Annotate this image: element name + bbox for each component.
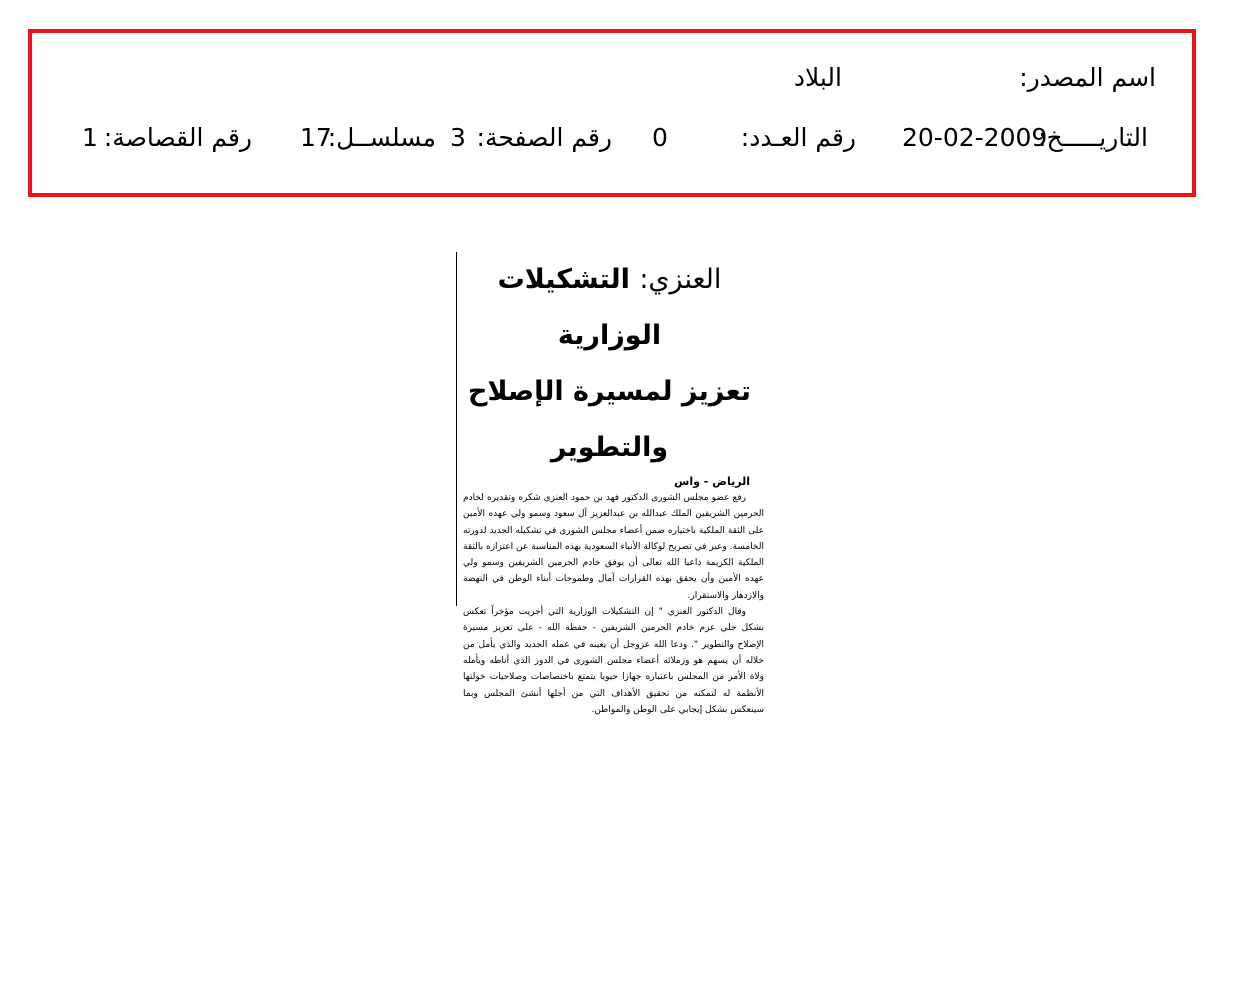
newspaper-clipping <box>456 252 768 715</box>
headline-line-2: تعزيز لمسيرة الإصلاح والتطوير <box>468 376 751 463</box>
headline-prefix: العنزي: <box>639 264 722 295</box>
issue-value: 0 <box>652 123 668 152</box>
source-label: اسم المصدر: <box>1019 63 1156 92</box>
page-value: 3 <box>450 123 466 152</box>
headline-line-1-text: التشكيلات الوزارية <box>497 264 662 351</box>
serial-label: مسلســل: <box>327 123 436 152</box>
article-dateline: الرياض - واس <box>674 475 750 488</box>
article-paragraph-2: وقال الدكتور العنزي " إن التشكيلات الوزارية التي أجريت مؤخراً تعكس بشكل جلي عزم خادم الحرمين الشريفين - حفظه الله - على تعزيز مسيرة الإصلاح والتطوير ". ودعا الله عزوجل أن يعينه في عمله الجديد والذي يأمل من خلاله أن يسهم هو وزملائه أعضاء مجلس الشورى في الدور الذي أناطه ويأمله ولاة الأمر من المجلس باعتباره جهازا حيويا يتمتع باختصاصات وصلاحيات خولتها الأنظمة له لتمكنه من تحقيق الأهداف التي من أجلها أنشئ المجلس وبما سينعكس بشكل إيجابي على الوطن والمواطن. <box>463 607 764 715</box>
article-headline <box>457 252 768 476</box>
article-paragraph-1: رفع عضو مجلس الشورى الدكتور فهد بن حمود العنزي شكره وتقديره لخادم الحرمين الشريفين الملك عبدالله بن عبدالعزيز آل سعود وسمو ولي عهده الأمين على الثقة الملكية باختياره ضمن أعضاء مجلس الشورى في تشكيله الجديد لدورته الخامسة. وعبر في تصريح لوكالة الأنباء السعودية بهذه المناسبة عن اعتزازه بالثقة الملكية الكريمة داعيا الله تعالى أن يوفق خادم الحرمين الشريفين وسمو ولي عهده الأمين وأن يحقق بهذه القرارات آمال وطموحات أبناء الوطن في النهضة والازدهار والاستقرار. <box>463 493 764 601</box>
issue-label: رقم العـدد: <box>740 123 856 152</box>
date-value: 20-02-2009 <box>902 123 1048 152</box>
headline-line-1 <box>457 252 762 364</box>
source-value: البلاد <box>793 63 842 92</box>
clip-label: رقم القصاصة: <box>103 123 252 152</box>
metadata-frame <box>28 29 1196 197</box>
date-label: التاريـــــخ: <box>1038 123 1148 152</box>
page-label: رقم الصفحة: <box>476 123 612 152</box>
clip-value: 1 <box>82 123 98 152</box>
article-body <box>457 490 768 718</box>
serial-value: 17 <box>300 123 332 152</box>
